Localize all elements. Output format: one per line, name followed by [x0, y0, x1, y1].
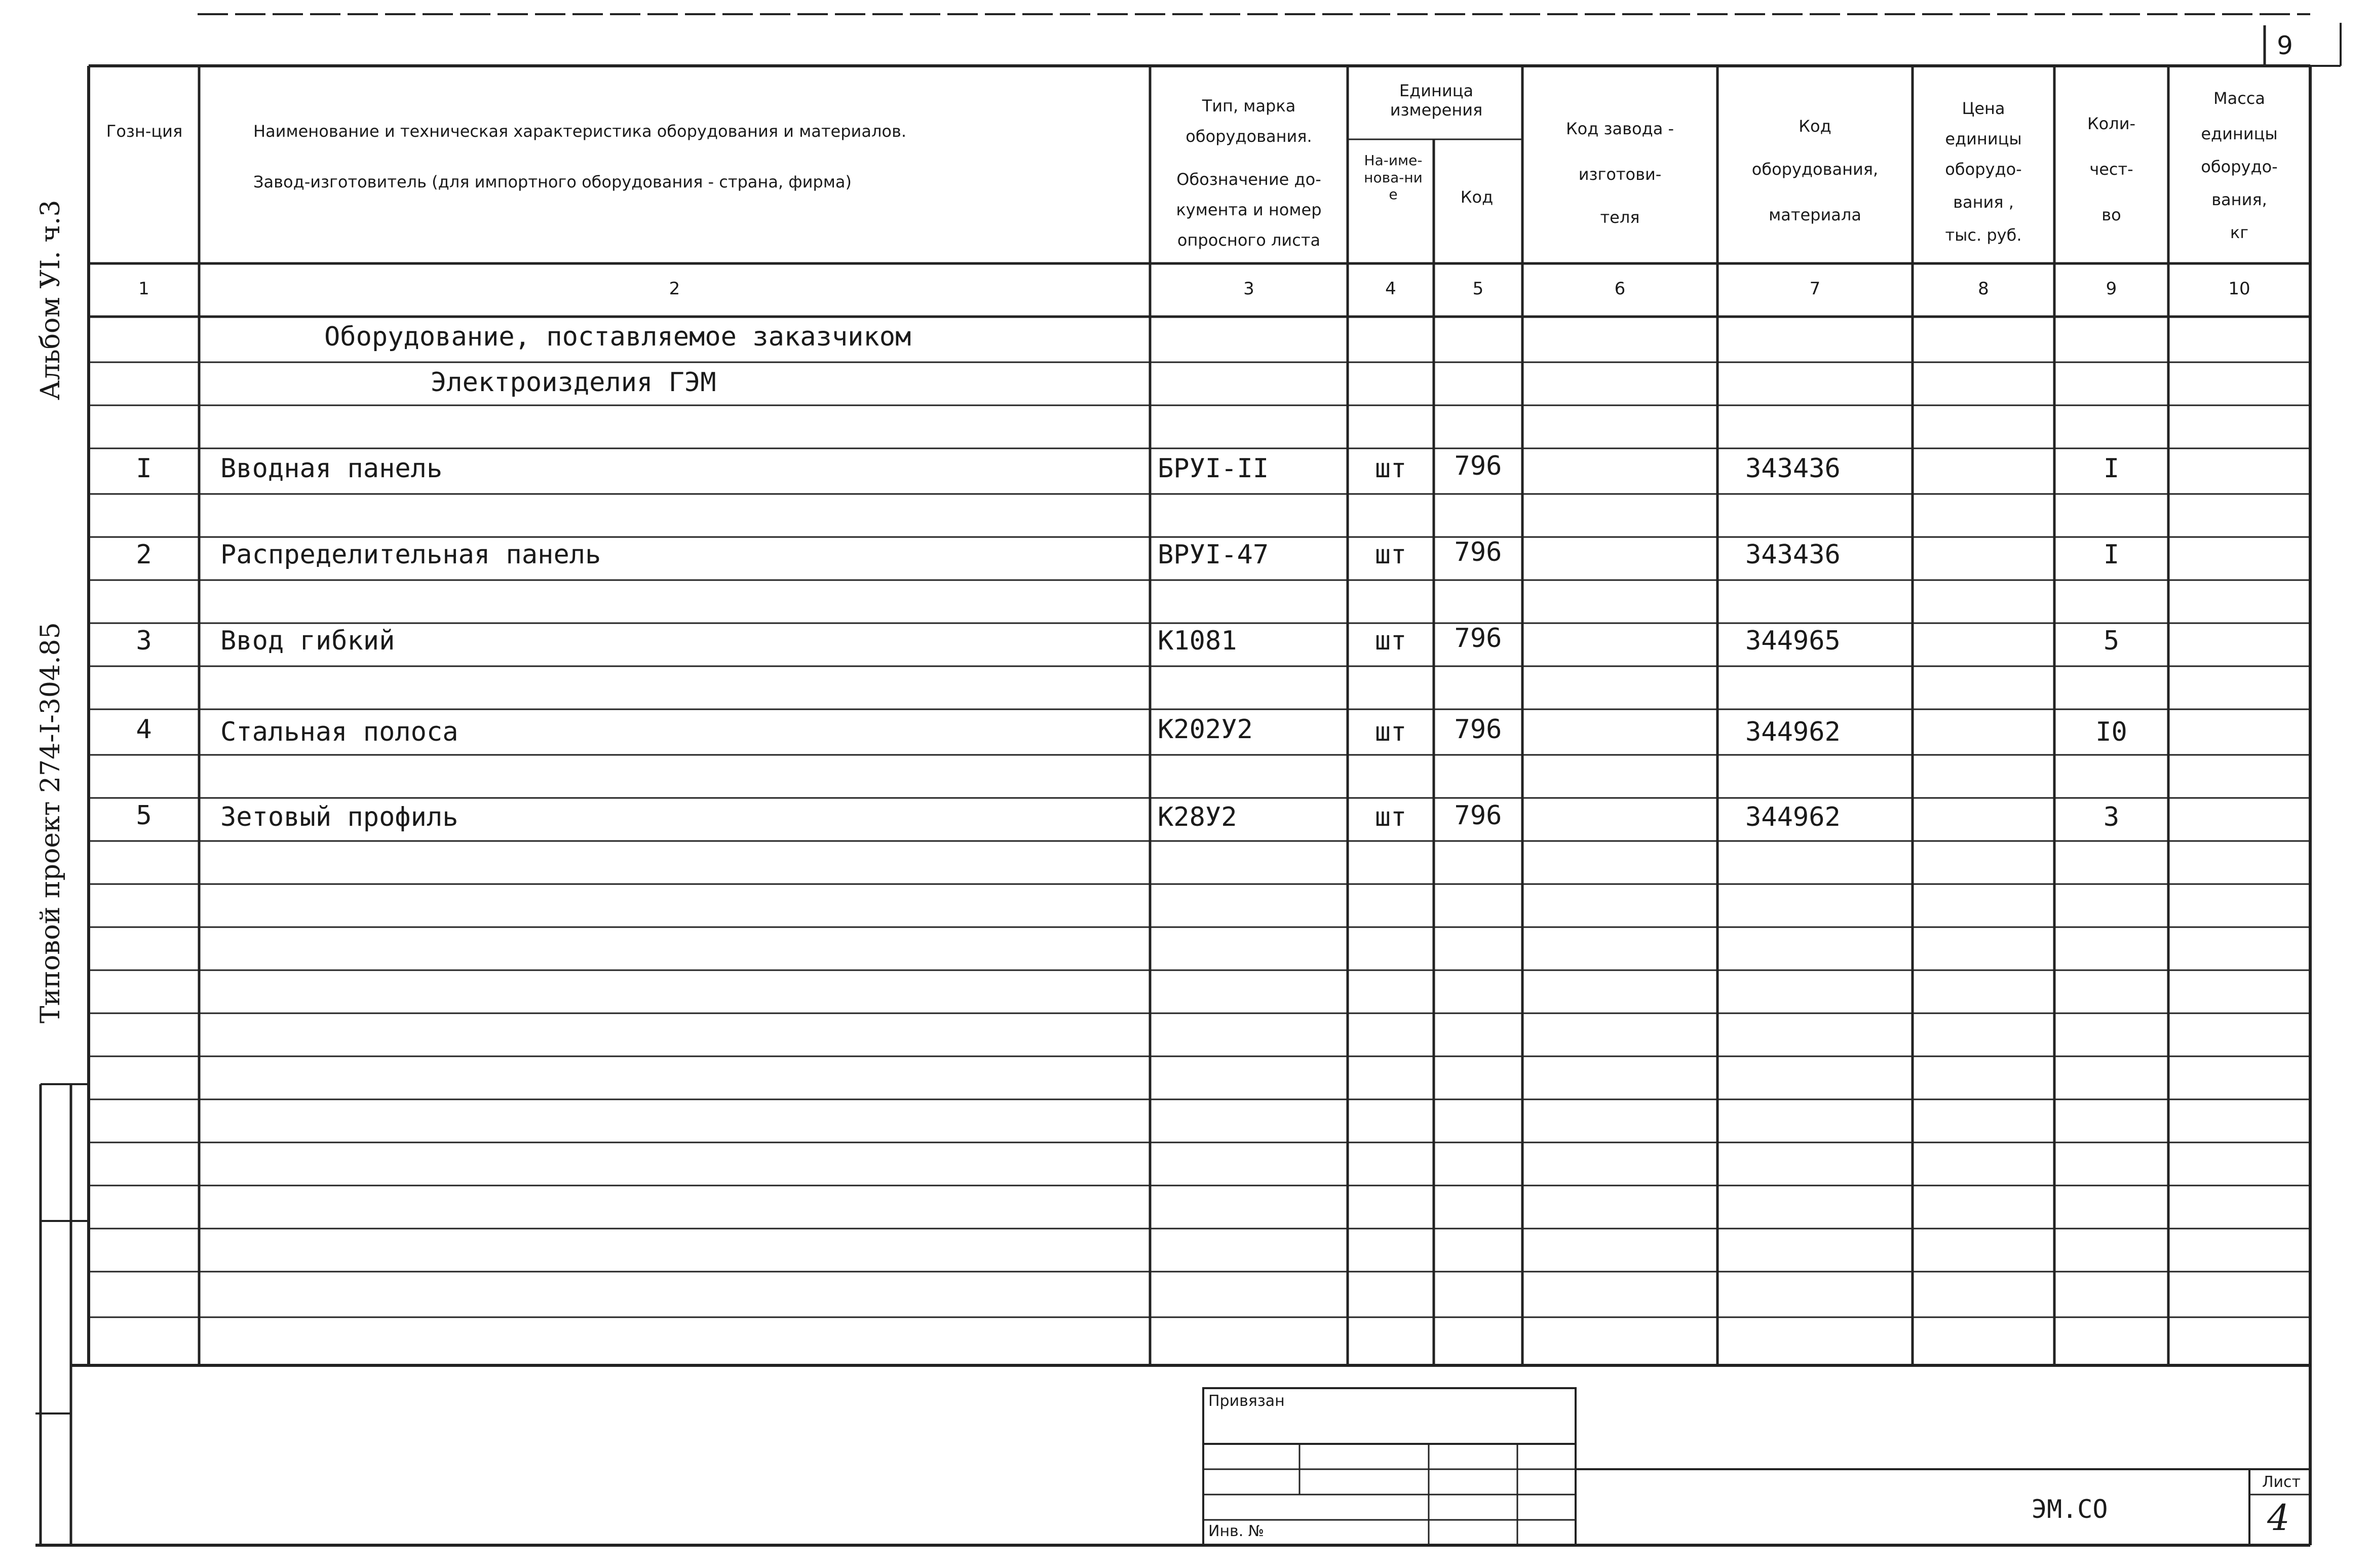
header-price-line1: Цена	[1962, 99, 2005, 118]
table-row-2-type: ВРУI-47	[1158, 540, 1269, 570]
document-code: ЭМ.СО	[2032, 1495, 2108, 1524]
column-number-5: 5	[1472, 279, 1484, 299]
header-factory-line3: теля	[1600, 208, 1640, 227]
header-price-line2: единицы	[1945, 129, 2022, 148]
header-price-line5: тыс. руб.	[1945, 225, 2022, 245]
table-row-1-unit-code: 796	[1454, 451, 1502, 481]
table-row-4-qty: I0	[2095, 717, 2127, 747]
column-number-1: 1	[138, 279, 149, 299]
table-row-1-name: Вводная панель	[220, 453, 443, 484]
header-type-line5: опросного листа	[1177, 231, 1321, 250]
table-row-5-unit: шт	[1374, 802, 1407, 832]
table-row-3-type: К1081	[1158, 626, 1237, 656]
header-position: Гозн-ция	[106, 122, 183, 141]
header-qty-line3: во	[2101, 205, 2121, 224]
table-row-5-position: 5	[136, 800, 152, 831]
table-row-2-position: 2	[136, 540, 152, 570]
header-unit-group: Единица измерения	[1390, 81, 1483, 120]
attached-label: Привязан	[1208, 1392, 1285, 1410]
header-mass-line2: единицы	[2201, 124, 2278, 143]
column-number-2: 2	[669, 279, 680, 299]
column-number-3: 3	[1243, 279, 1254, 299]
header-factory-line1: Код завода -	[1565, 119, 1674, 138]
table-row-4-type: К202У2	[1158, 714, 1253, 745]
table-row-3-unit: шт	[1374, 626, 1407, 656]
table-row-2-qty: I	[2103, 540, 2120, 570]
column-number-9: 9	[2106, 279, 2117, 299]
header-unit-code: Код	[1460, 187, 1494, 207]
header-mass-line3: оборудо-	[2201, 157, 2278, 176]
table-row-4-name: Стальная полоса	[220, 717, 458, 747]
table-row-3-qty: 5	[2103, 626, 2120, 656]
table-row-5-type: К28У2	[1158, 802, 1237, 832]
table-row-5-code: 344962	[1745, 802, 1841, 832]
header-name-line1: Наименование и техническая характеристика оборудования и материалов.	[253, 122, 906, 141]
sheet-label: Лист	[2262, 1473, 2301, 1491]
page-number: 9	[2277, 31, 2293, 60]
header-price-line4: вания ,	[1953, 193, 2014, 212]
table-row-2-unit-code: 796	[1454, 537, 1502, 567]
header-type-line2: оборудования.	[1186, 127, 1312, 146]
header-type-line1: Тип, марка	[1202, 96, 1296, 116]
section-subtitle: Электроизделия ГЭМ	[431, 367, 716, 398]
project-stamp: Типовой проект 274-I-304.85	[35, 622, 66, 1023]
table-row-3-name: Ввод гибкий	[220, 626, 395, 656]
column-number-4: 4	[1385, 279, 1396, 299]
table-row-2-name: Распределительная панель	[220, 540, 601, 570]
header-unit-name: На-име-нова-ние	[1364, 152, 1423, 203]
column-number-8: 8	[1978, 279, 1989, 299]
table-row-4-unit-code: 796	[1454, 714, 1502, 745]
column-number-7: 7	[1809, 279, 1821, 299]
table-row-4-code: 344962	[1745, 717, 1841, 747]
header-type-line4: кумента и номер	[1176, 200, 1322, 219]
table-row-1-unit: шт	[1374, 453, 1407, 484]
header-price-line3: оборудо-	[1945, 160, 2022, 179]
inv-no-label: Инв. №	[1208, 1522, 1265, 1540]
album-stamp: Альбом УI. ч.3	[35, 200, 66, 400]
table-row-3-code: 344965	[1745, 626, 1841, 656]
header-mass-line5: кг	[2230, 223, 2249, 242]
table-row-4-position: 4	[136, 714, 152, 745]
section-title: Оборудование, поставляемое заказчиком	[324, 322, 911, 352]
column-number-10: 10	[2228, 279, 2250, 299]
header-type-line3: Обозначение до-	[1176, 170, 1321, 189]
table-row-1-type: БРУI-II	[1158, 453, 1269, 484]
header-code-line1: Код	[1799, 117, 1831, 136]
header-factory-line2: изготови-	[1578, 165, 1662, 184]
header-qty-line1: Коли-	[2087, 114, 2136, 133]
header-mass-line4: вания,	[2211, 190, 2267, 209]
table-row-3-unit-code: 796	[1454, 623, 1502, 654]
table-row-5-name: Зетовый профиль	[220, 802, 458, 832]
header-qty-line2: чест-	[2089, 160, 2133, 179]
table-row-1-qty: I	[2103, 453, 2120, 484]
table-row-5-unit-code: 796	[1454, 800, 1502, 831]
table-row-2-unit: шт	[1374, 540, 1407, 570]
table-row-1-position: I	[136, 453, 152, 484]
table-row-4-unit: шт	[1374, 717, 1407, 747]
table-row-2-code: 343436	[1745, 540, 1841, 570]
table-row-1-code: 343436	[1745, 453, 1841, 484]
table-row-5-qty: 3	[2103, 802, 2120, 832]
header-name-line2: Завод-изготовитель (для импортного оборудования - страна, фирма)	[253, 172, 852, 192]
header-mass-line1: Масса	[2213, 89, 2265, 108]
table-row-3-position: 3	[136, 626, 152, 656]
header-code-line2: оборудования,	[1751, 160, 1879, 179]
header-code-line3: материала	[1769, 205, 1861, 224]
column-number-6: 6	[1614, 279, 1626, 299]
sheet-number: 4	[2267, 1497, 2290, 1539]
